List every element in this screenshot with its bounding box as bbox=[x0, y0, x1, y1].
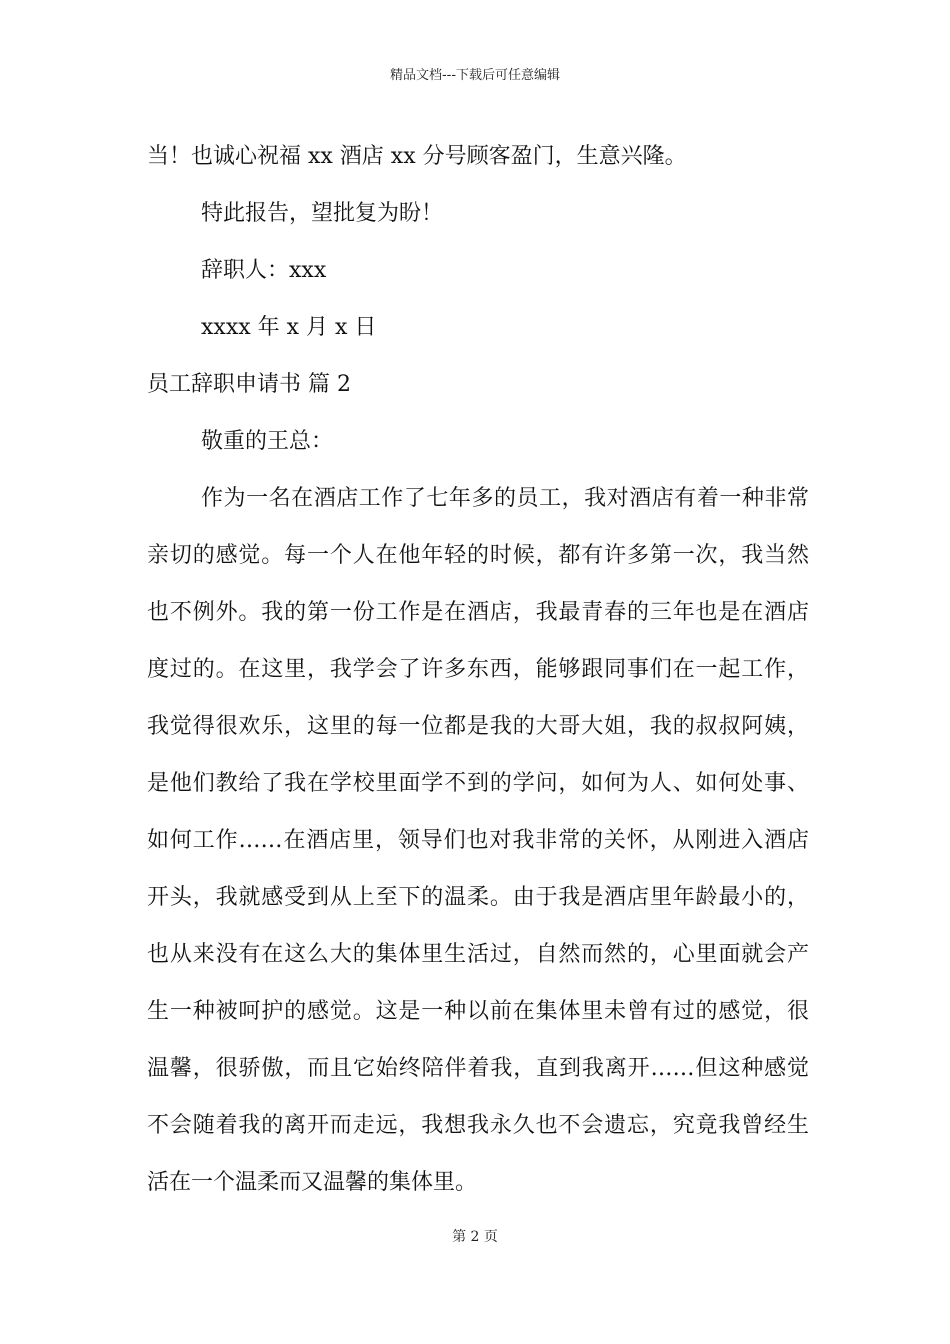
paragraph-line: 度过的。在这里，我学会了许多东西，能够跟同事们在一起工作， bbox=[147, 657, 809, 682]
paragraph-line: 温馨，很骄傲，而且它始终陪伴着我，直到我离开……但这种感觉 bbox=[147, 1056, 809, 1081]
body-line-report-request: 特此报告，望批复为盼！ bbox=[201, 201, 444, 226]
body-line-closing-wish: 当！也诚心祝福 xx 酒店 xx 分号顾客盈门，生意兴隆。 bbox=[147, 144, 687, 169]
paragraph-line: 生一种被呵护的感觉。这是一种以前在集体里未曾有过的感觉，很 bbox=[147, 999, 809, 1024]
paragraph-line: 亲切的感觉。每一个人在他年轻的时候，都有许多第一次，我当然 bbox=[147, 543, 809, 568]
signature-date: xxxx 年 x 月 x 日 bbox=[201, 315, 377, 340]
paragraph-line: 活在一个温柔而又温馨的集体里。 bbox=[147, 1170, 478, 1195]
signature-resigner: 辞职人：xxx bbox=[201, 258, 327, 283]
salutation: 敬重的王总： bbox=[201, 429, 334, 454]
page-header: 精品文档---下载后可任意编辑 bbox=[389, 68, 561, 83]
paragraph-line: 开头，我就感受到从上至下的温柔。由于我是酒店里年龄最小的， bbox=[147, 885, 809, 910]
paragraph-line: 也从来没有在这么大的集体里生活过，自然而然的，心里面就会产 bbox=[147, 942, 809, 967]
paragraph-line: 不会随着我的离开而走远，我想我永久也不会遗忘，究竟我曾经生 bbox=[147, 1113, 809, 1138]
paragraph-line: 是他们教给了我在学校里面学不到的学问，如何为人、如何处事、 bbox=[147, 771, 809, 796]
paragraph-line: 也不例外。我的第一份工作是在酒店，我最青春的三年也是在酒店 bbox=[147, 600, 809, 625]
paragraph-line: 如何工作……在酒店里，领导们也对我非常的关怀，从刚进入酒店 bbox=[147, 828, 809, 853]
document-body bbox=[147, 128, 809, 1211]
page-number: 第 2 页 bbox=[452, 1229, 498, 1245]
paragraph-line: 作为一名在酒店工作了七年多的员工，我对酒店有着一种非常 bbox=[201, 486, 809, 511]
paragraph-line: 我觉得很欢乐，这里的每一位都是我的大哥大姐，我的叔叔阿姨， bbox=[147, 714, 809, 739]
section-title: 员工辞职申请书 篇 2 bbox=[147, 372, 351, 397]
